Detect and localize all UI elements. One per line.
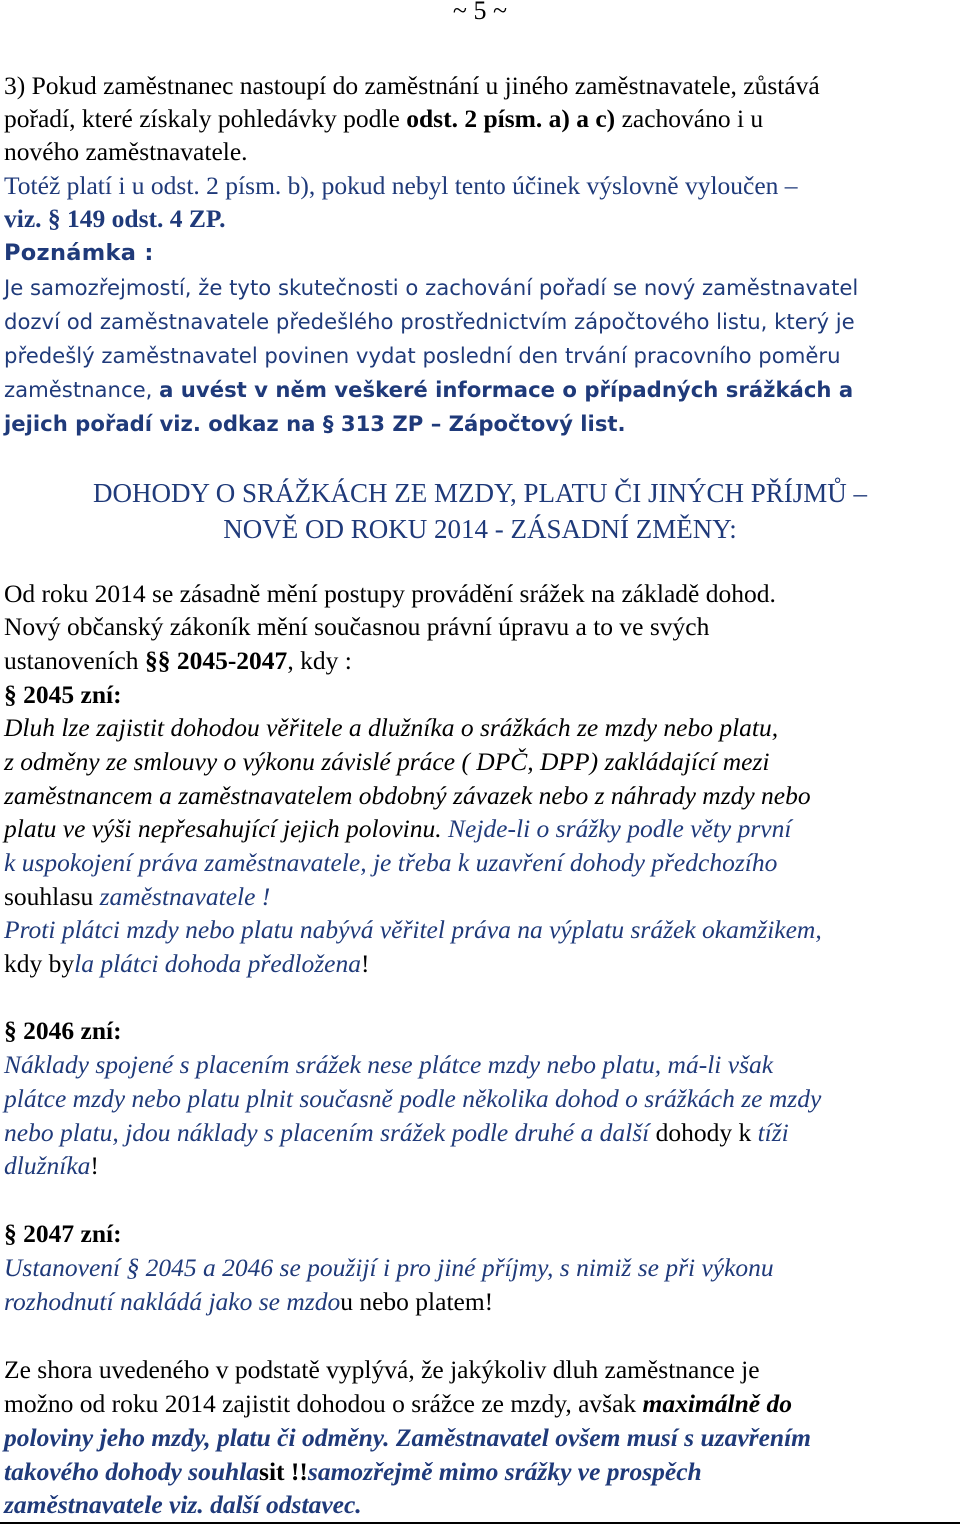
para1-line2 <box>4 103 763 134</box>
s2045-line4-text: platu ve výši nepřesahující jejich polovinu. <box>4 814 449 843</box>
s2045-line8 <box>4 948 369 979</box>
note-line3: předešlý zaměstnavatel povinen vydat poslední den trvání pracovního poměru <box>4 343 841 368</box>
summary-line4-italic: takového dohody souhla <box>4 1457 260 1486</box>
page-number: ~ 5 ~ <box>452 0 508 25</box>
s2046-line3-italic: nebo platu, jdou náklady s placením srážek podle druhé a další <box>4 1118 656 1147</box>
para1-line1: 3) Pokud zaměstnanec nastoupí do zaměstnání u jiného zaměstnavatele, zůstává <box>4 71 820 100</box>
s2045-line8-end: ! <box>360 949 370 978</box>
s2047-heading: § 2047 zní: <box>4 1219 122 1248</box>
s2046-line3 <box>4 1117 789 1148</box>
intro-line3-text: ustanoveních <box>4 646 145 675</box>
s2045-line6-text: souhlasu <box>4 882 100 911</box>
summary-line4-end: samozřejmě mimo srážky ve prospěch <box>307 1457 702 1486</box>
section-title-line2: NOVĚ OD ROKU 2014 - ZÁSADNÍ ZMĚNY: <box>223 514 737 544</box>
para1-line3: nového zaměstnavatele. <box>4 137 248 166</box>
s2045-line8-italic: la plátci dohoda předložena <box>74 949 361 978</box>
summary-line1: Ze shora uvedeného v podstatě vyplývá, že jakýkoliv dluh zaměstnance je <box>4 1355 760 1384</box>
summary-line4 <box>4 1456 702 1487</box>
s2045-line3: zaměstnancem a zaměstnavatelem obdobný závazek nebo z náhrady mzdy nebo <box>4 781 811 810</box>
s2046-line4 <box>4 1150 99 1181</box>
intro-line1: Od roku 2014 se zásadně mění postupy provádění srážek na základě dohod. <box>4 579 776 608</box>
note-line2: dozví od zaměstnavatele předešlého prostřednictvím zápočtového listu, který je <box>4 309 855 334</box>
summary-line2-bold: maximálně do <box>642 1389 792 1418</box>
s2046-line4-italic: dlužníka <box>4 1151 91 1180</box>
note-line4-text: zaměstnance, <box>4 377 160 402</box>
s2045-line8-text: kdy by <box>4 949 75 978</box>
s2046-line3-text: dohody k <box>655 1118 758 1147</box>
note-heading: Poznámka : <box>4 240 154 266</box>
summary-line4-mid: sit !! <box>259 1457 308 1486</box>
s2045-line6-blue: zaměstnavatele ! <box>99 882 271 911</box>
s2047-line2 <box>4 1286 493 1317</box>
para1-line2-text: pořadí, které získaly pohledávky podle <box>4 104 407 133</box>
s2046-line1: Náklady spojené s placením srážek nese plátce mzdy nebo platu, má-li však <box>4 1050 774 1079</box>
s2045-line6 <box>4 881 270 912</box>
summary-line2-text: možno od roku 2014 zajistit dohodou o srážce ze mzdy, avšak <box>4 1389 643 1418</box>
note-line1: Je samozřejmostí, že tyto skutečnosti o zachování pořadí se nový zaměstnavatel <box>4 275 859 300</box>
s2046-line3-end: tíži <box>757 1118 789 1147</box>
s2045-heading: § 2045 zní: <box>4 680 122 709</box>
para1-line5: viz. § 149 odst. 4 ZP. <box>4 204 226 233</box>
intro-line3-end: , kdy : <box>287 646 352 675</box>
note-line5: jejich pořadí viz. odkaz na § 313 ZP – Zápočtový list. <box>4 411 626 436</box>
summary-line5: zaměstnavatele viz. další odstavec. <box>4 1490 362 1519</box>
s2045-line4 <box>4 813 791 844</box>
s2046-line2: plátce mzdy nebo platu plnit současně podle několika dohod o srážkách ze mzdy <box>4 1084 822 1113</box>
s2047-line2-italic: rozhodnutí nakládá jako se mzdo <box>4 1287 341 1316</box>
s2045-line2: z odměny ze smlouvy o výkonu závislé práce ( DPČ, DPP) zakládající mezi <box>4 747 770 776</box>
s2047-line1: Ustanovení § 2045 a 2046 se použijí i pro jiné příjmy, s nimiž se při výkonu <box>4 1253 774 1282</box>
s2045-line1: Dluh lze zajistit dohodou věřitele a dlužníka o srážkách ze mzdy nebo platu, <box>4 713 779 742</box>
intro-line3-bold: §§ 2045-2047 <box>144 646 288 675</box>
para1-line2-bold: odst. 2 písm. a) a c) <box>406 104 616 133</box>
s2047-line2-end: u nebo platem! <box>340 1287 494 1316</box>
note-line4-bold: a uvést v něm veškeré informace o případných srážkách a <box>159 377 854 402</box>
summary-line2 <box>4 1388 792 1419</box>
para1-line4: Totéž platí i u odst. 2 písm. b), pokud nebyl tento účinek výslovně vyloučen – <box>4 171 798 200</box>
s2046-line4-end: ! <box>90 1151 99 1180</box>
intro-line3 <box>4 645 352 676</box>
bottom-rule <box>0 1522 960 1524</box>
section-title-line1: DOHODY O SRÁŽKÁCH ZE MZDY, PLATU ČI JINÝCH PŘÍJMŮ – <box>92 478 868 508</box>
note-line4 <box>4 374 853 405</box>
intro-line2: Nový občanský zákoník mění současnou právní úpravu a to ve svých <box>4 612 710 641</box>
para1-line2-end: zachováno i u <box>615 104 764 133</box>
s2045-line5: k uspokojení práva zaměstnavatele, je třeba k uzavření dohody předchozího <box>4 848 778 877</box>
summary-line3: poloviny jeho mzdy, platu či odměny. Zaměstnavatel ovšem musí s uzavřením <box>4 1423 811 1452</box>
s2045-line7: Proti plátci mzdy nebo platu nabývá věřitel práva na výplatu srážek okamžikem, <box>4 915 822 944</box>
s2045-line4-blue: Nejde-li o srážky podle věty první <box>448 814 792 843</box>
s2046-heading: § 2046 zní: <box>4 1016 122 1045</box>
